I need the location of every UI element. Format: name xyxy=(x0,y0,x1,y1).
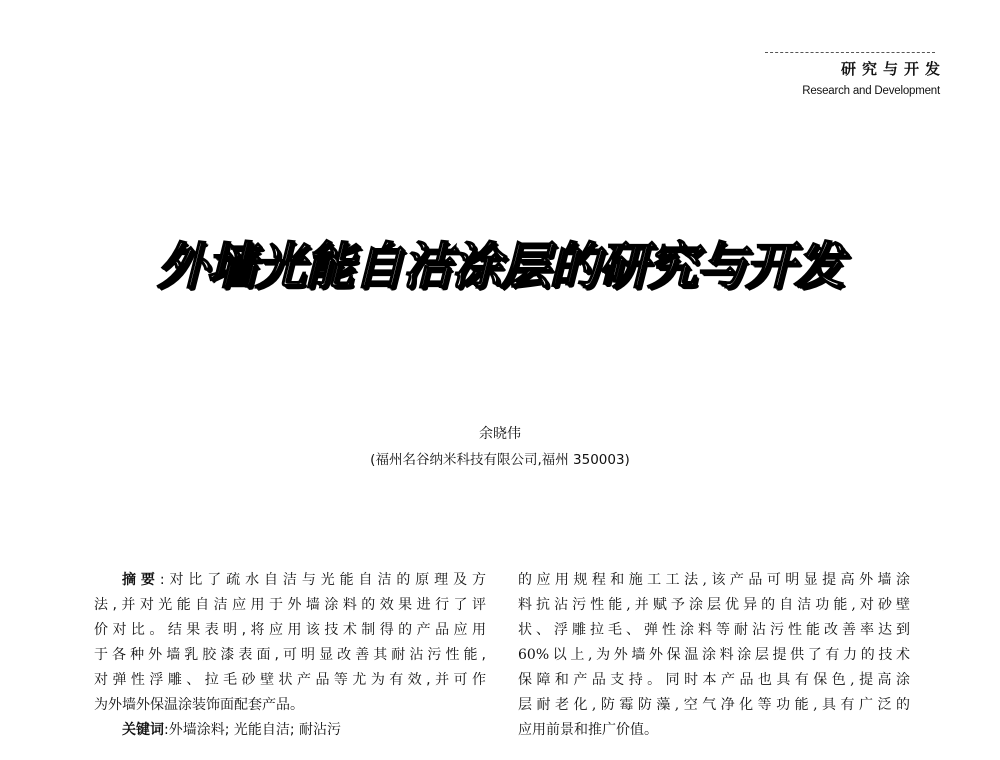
body-line: 层耐老化,防霉防藻,空气净化等功能,具有广泛的 xyxy=(518,697,910,713)
abstract-line: 法,并对光能自洁应用于外墙涂料的效果进行了评 xyxy=(94,597,486,613)
body-line: 料抗沾污性能,并赋予涂层优异的自洁功能,对砂壁 xyxy=(518,597,910,613)
abstract-line: 为外墙外保温涂装饰面配套产品。 xyxy=(94,697,304,713)
body-line: 状、浮雕拉毛、弹性涂料等耐沾污性能改善率达到 xyxy=(518,622,910,638)
keywords-text: :外墙涂料; 光能自洁; 耐沾污 xyxy=(164,722,342,738)
body-line: 应用前景和推广价值。 xyxy=(518,722,658,738)
abstract-column xyxy=(94,568,486,743)
keywords-label: 关键词 xyxy=(122,722,164,738)
section-title-cn: 研究与开发 xyxy=(840,60,946,78)
abstract-line: 于各种外墙乳胶漆表面,可明显改善其耐沾污性能, xyxy=(94,647,486,663)
abstract-line: 价对比。结果表明,将应用该技术制得的产品应用 xyxy=(94,622,486,638)
running-header xyxy=(765,48,946,97)
abstract-line: 摘要:对比了疏水自洁与光能自洁的原理及方 xyxy=(122,572,487,588)
paper-title: 外墙光能自洁涂层的研究与开发 xyxy=(157,237,843,295)
body-line: 60%以上,为外墙外保温涂料涂层提供了有力的技术 xyxy=(518,647,910,663)
body-line: 的应用规程和施工工法,该产品可明显提高外墙涂 xyxy=(518,572,910,588)
abstract-line: 对弹性浮雕、拉毛砂壁状产品等尤为有效,并可作 xyxy=(94,672,486,688)
body-column-right xyxy=(518,568,910,743)
keywords-line xyxy=(94,718,486,743)
section-title-en: Research and Development xyxy=(802,85,940,97)
header-rule xyxy=(765,52,935,53)
abstract-label: 摘要 xyxy=(122,572,160,588)
author-affiliation: (福州名谷纳米科技有限公司,福州 350003) xyxy=(370,452,630,468)
body-line: 保障和产品支持。同时本产品也具有保色,提高涂 xyxy=(518,672,910,688)
author-name: 余晓伟 xyxy=(479,426,521,442)
